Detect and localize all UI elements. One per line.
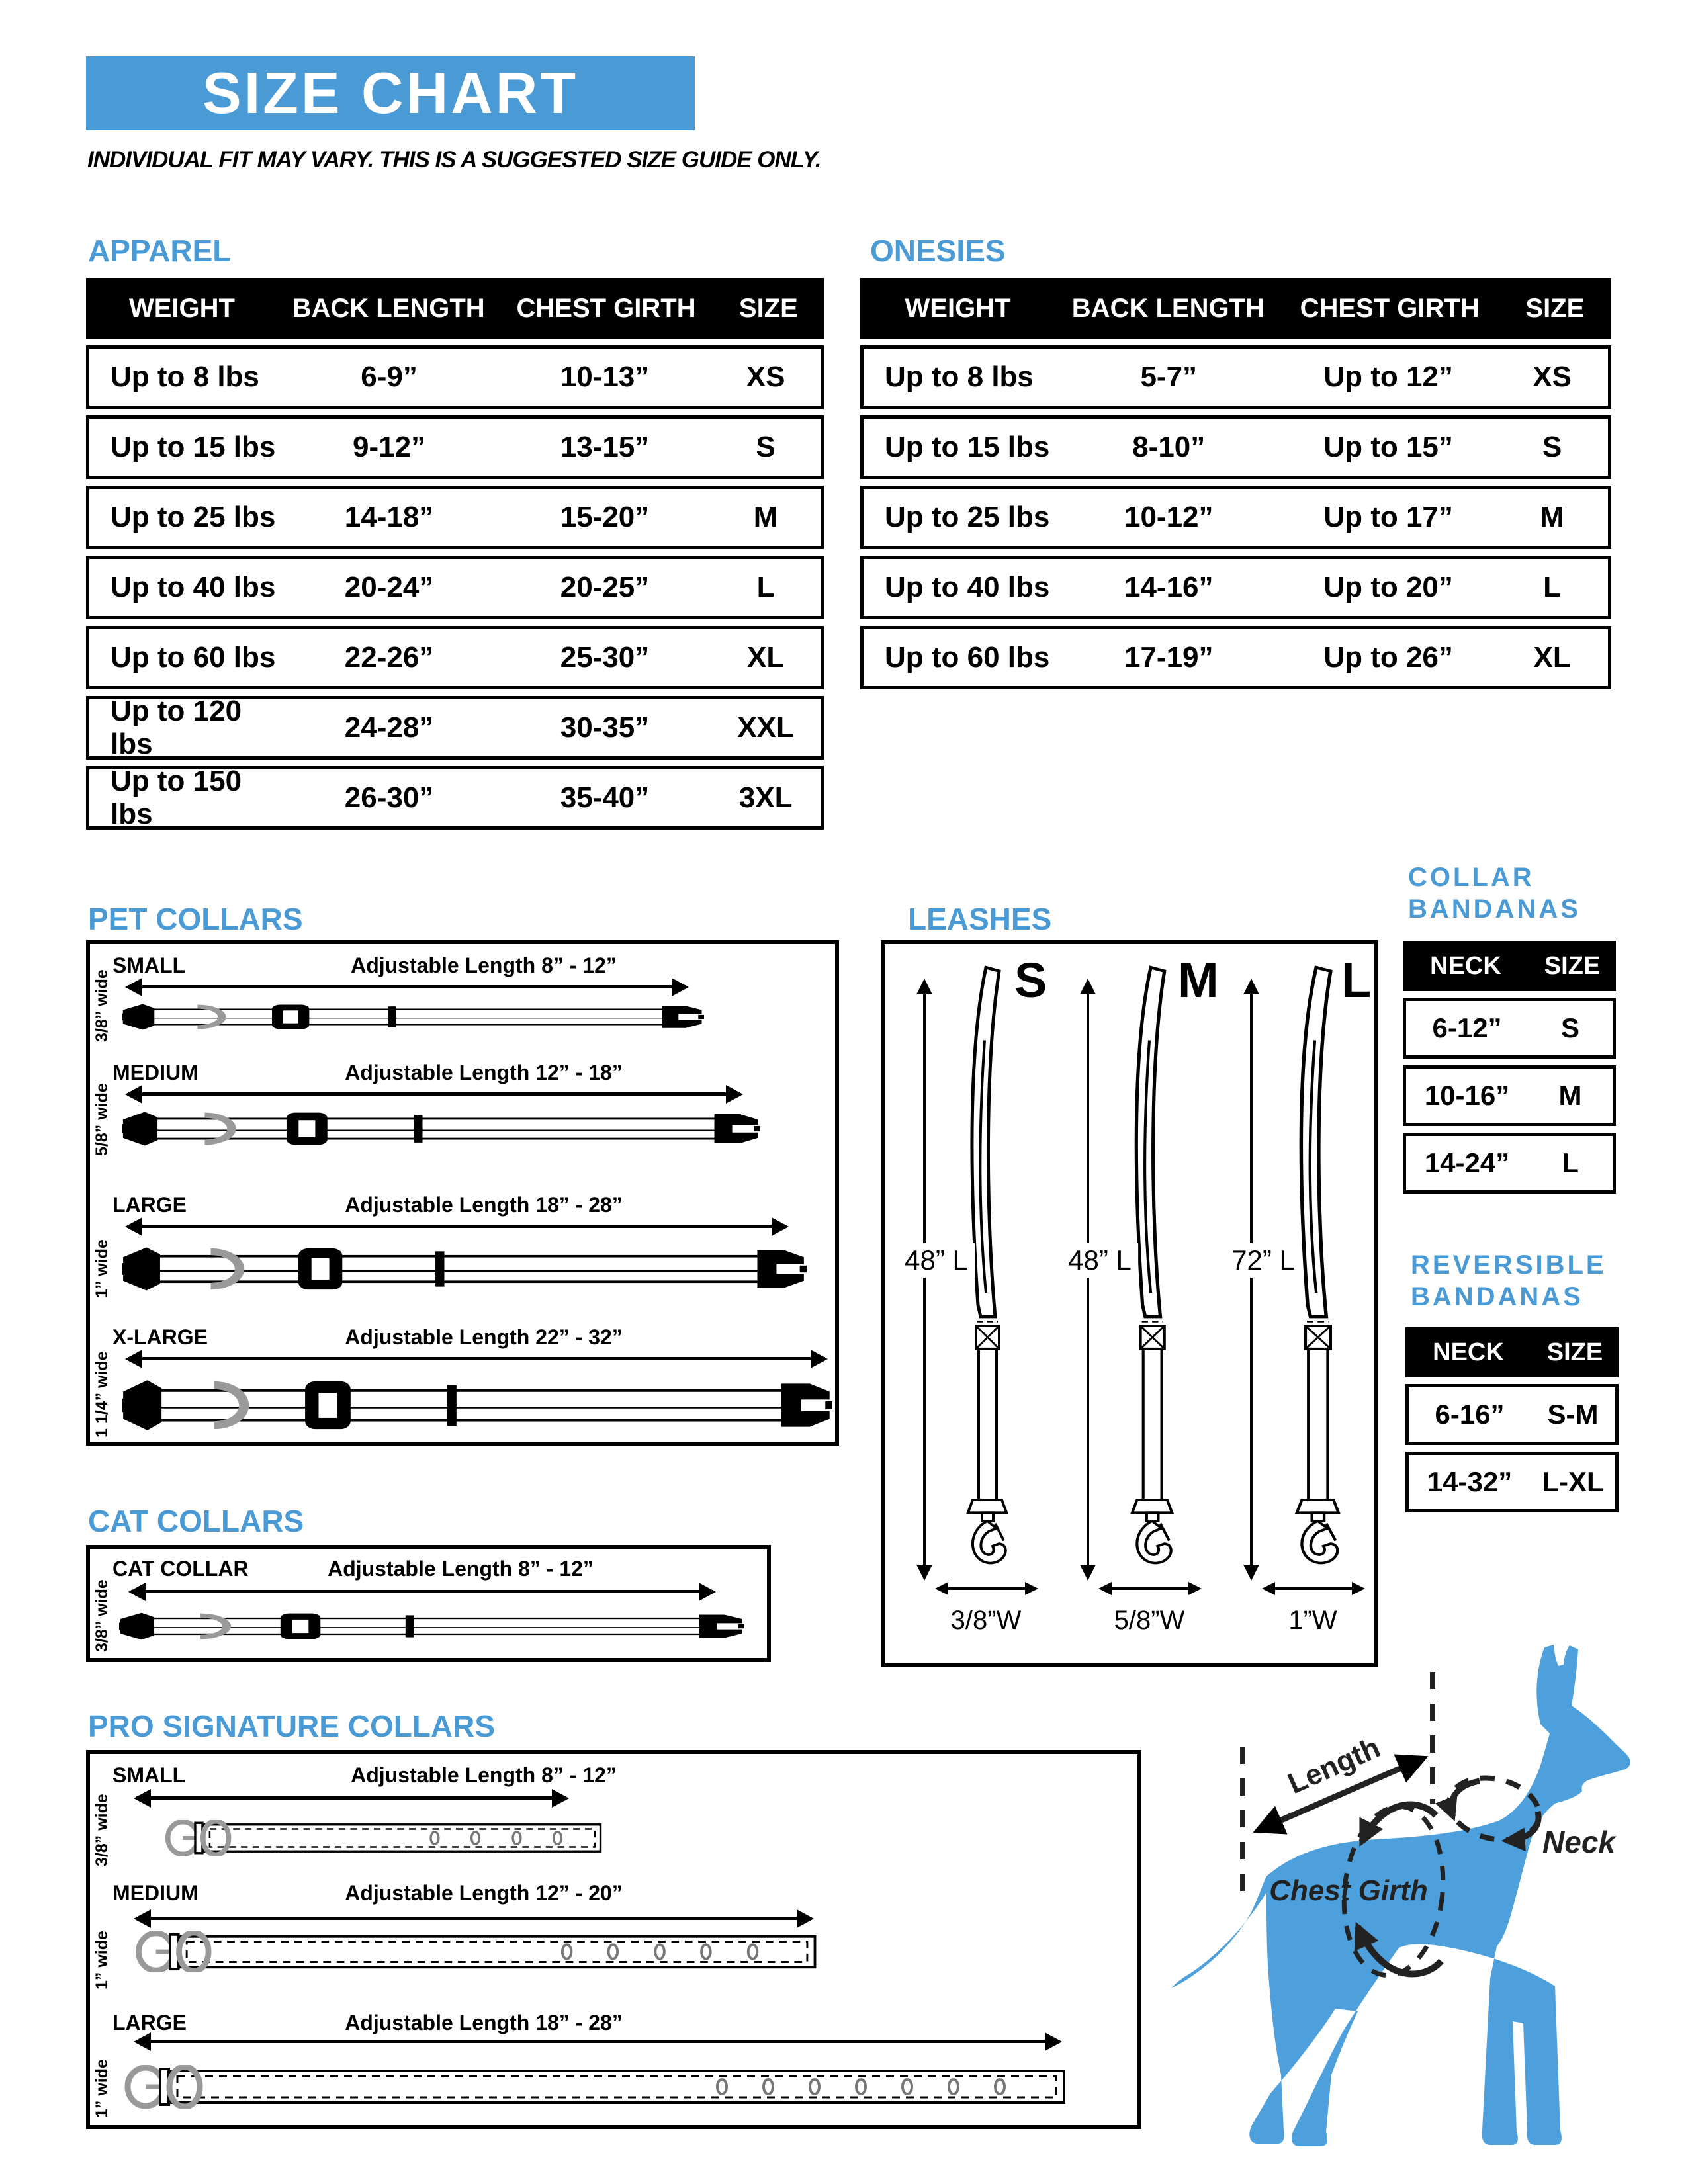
collar-size-label: LARGE bbox=[112, 2011, 187, 2034]
cat-collars-heading: CAT COLLARS bbox=[88, 1504, 304, 1538]
table-cell: 25-30” bbox=[560, 641, 650, 674]
leash-length-arrow bbox=[1250, 981, 1253, 1578]
column-header: NECK bbox=[1433, 1338, 1504, 1366]
table-cell: 6-16” bbox=[1435, 1399, 1505, 1430]
table-cell: 17-19” bbox=[1124, 641, 1214, 674]
leash-width-arrow bbox=[1265, 1587, 1362, 1590]
table-cell: Up to 40 lbs bbox=[111, 571, 276, 603]
table-cell: S bbox=[1561, 1012, 1580, 1043]
table-cell: Up to 15” bbox=[1323, 431, 1453, 463]
table-row bbox=[1403, 1133, 1616, 1194]
adjustable-length-arrow bbox=[131, 1590, 713, 1593]
onesies-table-header bbox=[860, 278, 1611, 339]
column-header: SIZE bbox=[738, 293, 798, 323]
pro-collar-row bbox=[90, 2011, 1137, 2123]
column-header: BACK LENGTH bbox=[1071, 293, 1265, 323]
pet-collar-row bbox=[90, 1325, 835, 1451]
table-cell: S bbox=[756, 431, 776, 463]
collar-length-label: Adjustable Length 12” - 18” bbox=[345, 1061, 623, 1084]
table-cell: Up to 25 lbs bbox=[111, 501, 276, 533]
collar-width-label: 1 1/4” wide bbox=[93, 1351, 111, 1438]
table-row bbox=[86, 626, 824, 689]
table-row bbox=[86, 766, 824, 830]
column-header: WEIGHT bbox=[905, 293, 1011, 323]
leash-width-arrow bbox=[938, 1587, 1036, 1590]
adjustable-length-arrow bbox=[128, 1357, 825, 1360]
table-cell: S bbox=[1542, 431, 1562, 463]
column-header: BACK LENGTH bbox=[292, 293, 485, 323]
table-cell: Up to 17” bbox=[1323, 501, 1453, 533]
table-cell: Up to 120 lbs bbox=[111, 695, 242, 760]
column-header: WEIGHT bbox=[128, 293, 235, 323]
table-cell: 3XL bbox=[738, 781, 793, 814]
table-cell: 5-7” bbox=[1140, 361, 1198, 393]
leash-width-arrow bbox=[1101, 1587, 1199, 1590]
table-cell: 20-24” bbox=[344, 571, 434, 603]
reversible-bandanas-table bbox=[1405, 1327, 1619, 1512]
collar-width-label: 3/8” wide bbox=[93, 1579, 111, 1652]
table-cell: Up to 15 lbs bbox=[111, 431, 276, 463]
column-header: NECK bbox=[1430, 951, 1501, 980]
leash-width-label: 5/8”W bbox=[1114, 1606, 1185, 1635]
table-cell: Up to 20” bbox=[1323, 571, 1453, 603]
collar-width-label: 1” wide bbox=[93, 1239, 111, 1299]
pet-collars-box bbox=[86, 940, 839, 1446]
page-title: SIZE CHART bbox=[202, 60, 578, 126]
table-cell: 22-26” bbox=[344, 641, 434, 674]
collar-diagram bbox=[122, 1002, 704, 1031]
collar-size-label: MEDIUM bbox=[112, 1881, 199, 1905]
cat-collar-row bbox=[90, 1557, 767, 1656]
leash-length-label: 48” L bbox=[1061, 1243, 1138, 1278]
column-header: SIZE bbox=[1525, 293, 1585, 323]
table-cell: S-M bbox=[1547, 1399, 1599, 1430]
collar-width-label: 3/8” wide bbox=[93, 1794, 111, 1866]
table-cell: M bbox=[1558, 1080, 1582, 1111]
collar-length-label: Adjustable Length 8” - 12” bbox=[328, 1557, 594, 1581]
leash-size-label: M bbox=[1178, 953, 1219, 1008]
table-cell: XL bbox=[746, 641, 785, 674]
leash-size-label: L bbox=[1341, 953, 1372, 1008]
table-row bbox=[86, 415, 824, 479]
onesies-table bbox=[860, 278, 1611, 689]
table-cell: M bbox=[753, 501, 778, 533]
collar-width-label: 3/8” wide bbox=[93, 969, 111, 1042]
leash-width-label: 1”W bbox=[1288, 1606, 1337, 1635]
table-cell: 35-40” bbox=[560, 781, 650, 814]
table-cell: Up to 8 lbs bbox=[885, 361, 1034, 393]
table-cell: L bbox=[1543, 571, 1562, 603]
table-cell: Up to 15 lbs bbox=[885, 431, 1050, 463]
collar-length-label: Adjustable Length 8” - 12” bbox=[351, 953, 617, 977]
cat-collars-box bbox=[86, 1545, 771, 1662]
collar-bandanas-heading: COLLAR BANDANAS bbox=[1408, 863, 1581, 924]
collar-width-label: 1” wide bbox=[93, 2059, 111, 2118]
table-cell: Up to 60 lbs bbox=[885, 641, 1050, 674]
collar-size-label: X-LARGE bbox=[112, 1325, 208, 1349]
table-row bbox=[860, 415, 1611, 479]
pet-collar-row bbox=[90, 953, 835, 1059]
leash-column bbox=[885, 944, 1047, 1663]
table-cell: 10-16” bbox=[1424, 1080, 1510, 1111]
column-header: CHEST GIRTH bbox=[516, 293, 696, 323]
pet-collar-row bbox=[90, 1061, 835, 1180]
column-header: SIZE bbox=[1546, 1338, 1603, 1366]
leash-length-label: 72” L bbox=[1225, 1243, 1302, 1278]
collar-size-label: SMALL bbox=[112, 1763, 186, 1787]
collar-width-label: 5/8” wide bbox=[93, 1083, 111, 1156]
leash-width-label: 3/8”W bbox=[950, 1606, 1022, 1635]
belt-diagram bbox=[123, 2065, 1069, 2109]
table-row bbox=[86, 486, 824, 549]
column-header: CHEST GIRTH bbox=[1300, 293, 1480, 323]
table-cell: Up to 40 lbs bbox=[885, 571, 1050, 603]
collar-size-label: CAT COLLAR bbox=[112, 1557, 249, 1581]
leash-column bbox=[1212, 944, 1374, 1663]
dog-measurement-diagram bbox=[1158, 1608, 1687, 2184]
table-cell: M bbox=[1540, 501, 1564, 533]
collar-length-label: Adjustable Length 18” - 28” bbox=[345, 2011, 623, 2034]
pro-signature-collars-heading: PRO SIGNATURE COLLARS bbox=[88, 1709, 496, 1743]
table-cell: 6-9” bbox=[361, 361, 418, 393]
leash-length-arrow bbox=[923, 981, 926, 1578]
collar-diagram bbox=[122, 1377, 832, 1434]
pet-collar-row bbox=[90, 1193, 835, 1319]
collar-size-label: LARGE bbox=[112, 1193, 187, 1217]
table-cell: 10-13” bbox=[560, 361, 650, 393]
collar-length-label: Adjustable Length 18” - 28” bbox=[345, 1193, 623, 1217]
length-label: Length bbox=[1283, 1731, 1386, 1800]
adjustable-length-arrow bbox=[128, 985, 686, 988]
neck-label: Neck bbox=[1542, 1825, 1615, 1859]
table-cell: Up to 60 lbs bbox=[111, 641, 276, 674]
table-row bbox=[1403, 1065, 1616, 1126]
adjustable-length-arrow bbox=[128, 1225, 786, 1228]
collar-size-label: MEDIUM bbox=[112, 1061, 199, 1084]
collar-diagram bbox=[122, 1245, 807, 1293]
apparel-table bbox=[86, 278, 824, 830]
table-cell: L-XL bbox=[1542, 1466, 1604, 1497]
table-cell: 20-25” bbox=[560, 571, 650, 603]
table-cell: 10-12” bbox=[1124, 501, 1214, 533]
apparel-table-header bbox=[86, 278, 824, 339]
apparel-heading: APPAREL bbox=[88, 234, 232, 268]
collar-length-label: Adjustable Length 8” - 12” bbox=[351, 1763, 617, 1787]
pro-collar-row bbox=[90, 1881, 1137, 1993]
table-cell: Up to 150 lbs bbox=[111, 765, 242, 830]
table-row bbox=[86, 556, 824, 619]
table-row bbox=[86, 345, 824, 409]
belt-diagram bbox=[123, 1820, 646, 1856]
collar-width-label: 1” wide bbox=[93, 1931, 111, 1990]
table-row bbox=[860, 556, 1611, 619]
table-cell: 14-32” bbox=[1427, 1466, 1513, 1497]
table-cell: 15-20” bbox=[560, 501, 650, 533]
table-row bbox=[86, 696, 824, 760]
collar-length-label: Adjustable Length 22” - 32” bbox=[345, 1325, 623, 1349]
collar-bandanas-table bbox=[1403, 941, 1616, 1194]
table-row bbox=[860, 345, 1611, 409]
table-cell: 8-10” bbox=[1132, 431, 1206, 463]
page-title-banner bbox=[86, 56, 695, 130]
table-cell: XS bbox=[1533, 361, 1572, 393]
table-cell: 13-15” bbox=[560, 431, 650, 463]
leash-column bbox=[1048, 944, 1219, 1663]
table-cell: L bbox=[1562, 1147, 1579, 1178]
table-cell: XS bbox=[746, 361, 785, 393]
table-row bbox=[860, 486, 1611, 549]
chest-girth-label: Chest Girth bbox=[1269, 1874, 1428, 1907]
column-header: SIZE bbox=[1544, 951, 1601, 980]
adjustable-length-arrow bbox=[136, 1917, 811, 1920]
onesies-heading: ONESIES bbox=[870, 234, 1006, 268]
table-row bbox=[1405, 1384, 1619, 1445]
table-cell: XXL bbox=[737, 711, 794, 744]
pet-collars-heading: PET COLLARS bbox=[88, 902, 303, 936]
adjustable-length-arrow bbox=[136, 2040, 1059, 2043]
table-row bbox=[860, 626, 1611, 689]
collar-diagram bbox=[119, 1611, 744, 1641]
table-cell: 26-30” bbox=[344, 781, 434, 814]
table-cell: 9-12” bbox=[353, 431, 426, 463]
table-cell: Up to 25 lbs bbox=[885, 501, 1050, 533]
table-cell: L bbox=[756, 571, 775, 603]
leash-length-label: 48” L bbox=[898, 1243, 975, 1278]
collar-size-label: SMALL bbox=[112, 953, 186, 977]
reversible-bandanas-heading: REVERSIBLE BANDANAS bbox=[1411, 1250, 1607, 1311]
leash-size-label: S bbox=[1014, 953, 1047, 1008]
collar-diagram bbox=[122, 1110, 760, 1148]
table-cell: Up to 12” bbox=[1323, 361, 1453, 393]
table-cell: 6-12” bbox=[1432, 1012, 1502, 1043]
leash-length-arrow bbox=[1087, 981, 1089, 1578]
table-cell: 24-28” bbox=[344, 711, 434, 744]
adjustable-length-arrow bbox=[128, 1092, 740, 1096]
table-cell: 14-16” bbox=[1124, 571, 1214, 603]
table-cell: XL bbox=[1533, 641, 1571, 674]
pro-collar-row bbox=[90, 1763, 1137, 1869]
table-cell: 14-24” bbox=[1424, 1147, 1510, 1178]
collar-length-label: Adjustable Length 12” - 20” bbox=[345, 1881, 623, 1905]
table-cell: 30-35” bbox=[560, 711, 650, 744]
disclaimer-text: INDIVIDUAL FIT MAY VARY. THIS IS A SUGGESTED SIZE GUIDE ONLY. bbox=[87, 147, 821, 173]
table-cell: 14-18” bbox=[344, 501, 434, 533]
belt-diagram bbox=[123, 1931, 831, 1972]
pro-signature-collars-box bbox=[86, 1750, 1141, 2129]
adjustable-length-arrow bbox=[136, 1796, 566, 1800]
table-cell: Up to 26” bbox=[1323, 641, 1453, 674]
table-row bbox=[1403, 998, 1616, 1059]
leashes-box bbox=[881, 940, 1378, 1667]
leashes-heading: LEASHES bbox=[908, 902, 1052, 936]
table-row bbox=[1405, 1452, 1619, 1512]
table-cell: Up to 8 lbs bbox=[111, 361, 259, 393]
